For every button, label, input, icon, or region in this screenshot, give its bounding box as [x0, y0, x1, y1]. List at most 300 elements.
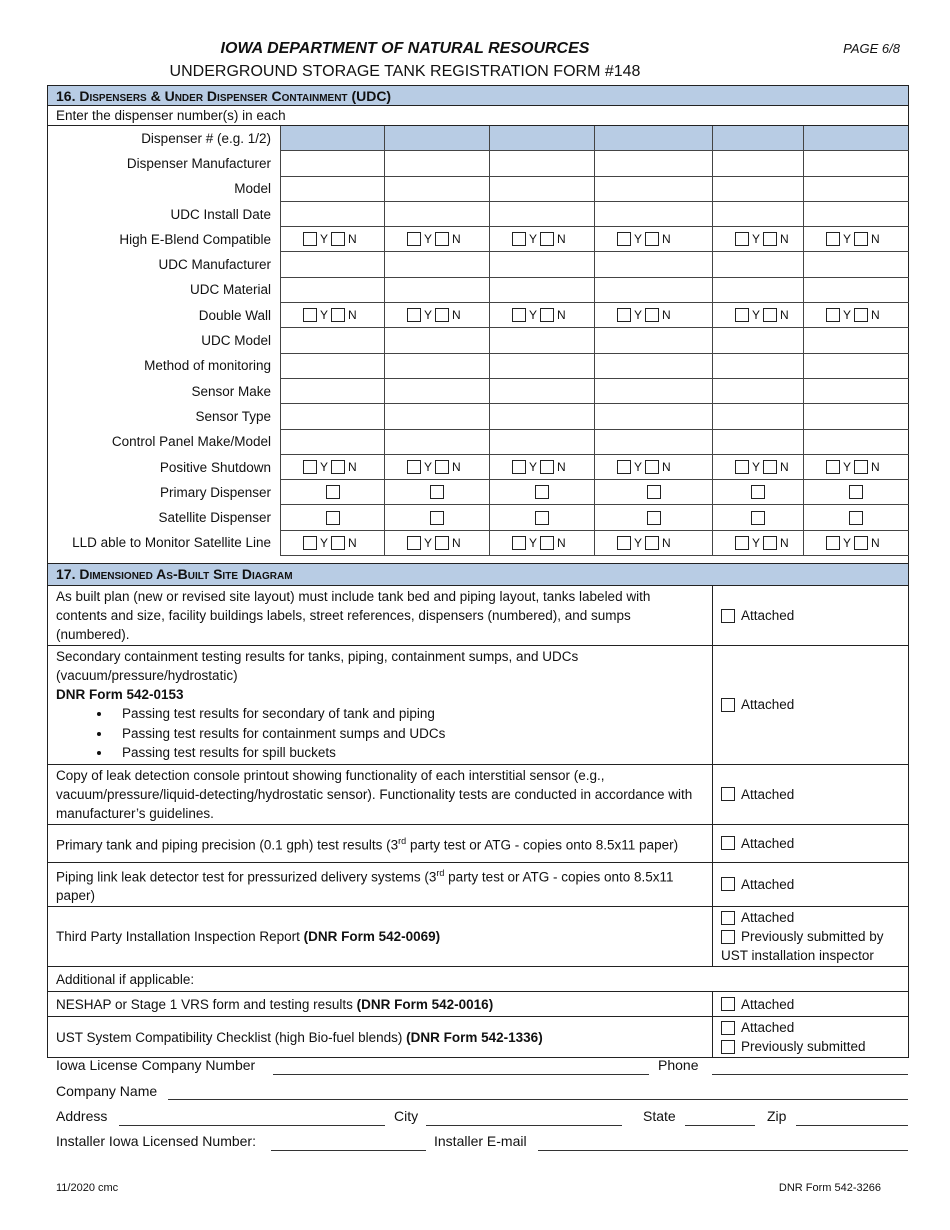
dispenser-1-cell: [281, 227, 385, 252]
additional-label: Additional if applicable:: [48, 967, 909, 992]
yes-no-choice: [490, 536, 594, 550]
dispenser-row: [48, 227, 909, 252]
yes-label: Y: [424, 535, 433, 550]
compatibility-attached-checkbox[interactable]: [721, 1021, 735, 1035]
dispenser-2-cell[interactable]: [385, 378, 490, 403]
checkbox-wrapper: [713, 511, 803, 525]
dispenser-checkbox[interactable]: [751, 485, 765, 499]
no-checkbox[interactable]: [645, 460, 659, 474]
no-checkbox[interactable]: [540, 460, 554, 474]
dispenser-2-cell: [385, 303, 490, 328]
secondary-containment-form: DNR Form 542-0153: [56, 687, 184, 702]
yes-checkbox[interactable]: [303, 460, 317, 474]
dispenser-3-cell[interactable]: [490, 176, 595, 201]
dispenser-3-cell[interactable]: [490, 201, 595, 226]
yes-label: Y: [424, 460, 433, 474]
yes-checkbox[interactable]: [303, 308, 317, 322]
no-checkbox[interactable]: [435, 232, 449, 246]
checkbox-wrapper: [804, 485, 908, 499]
checkbox-wrapper: [490, 511, 594, 525]
no-label: N: [452, 460, 461, 474]
dispenser-6-cell[interactable]: [804, 429, 909, 454]
no-label: N: [452, 535, 461, 550]
installer-license-input[interactable]: [271, 1150, 426, 1151]
no-label: N: [780, 232, 789, 247]
section-16-instruction: Enter the dispenser number(s) in each: [48, 106, 909, 126]
no-label: N: [452, 232, 461, 247]
dispenser-2-cell[interactable]: [385, 176, 490, 201]
license-company-input[interactable]: [273, 1074, 649, 1075]
dispenser-2-cell[interactable]: [385, 201, 490, 226]
yes-no-choice: [595, 308, 712, 322]
dispenser-6-cell[interactable]: [804, 404, 909, 429]
dispenser-6-cell: [804, 480, 909, 505]
section-16-header: 16. Dispensers & Under Dispenser Containment (UDC): [48, 86, 909, 106]
no-label: N: [662, 535, 671, 550]
no-label: N: [557, 308, 566, 323]
dispenser-3-cell: [490, 505, 595, 530]
dispenser-2-cell[interactable]: [385, 126, 490, 151]
yes-checkbox[interactable]: [512, 308, 526, 322]
no-checkbox[interactable]: [331, 460, 345, 474]
compatibility-checklist-text: UST System Compatibility Checklist (high Bio-fuel blends) (DNR Form 542-1336): [48, 1017, 713, 1058]
yes-no-choice: [281, 308, 384, 322]
inspection-attached-checkbox[interactable]: [721, 911, 735, 925]
yes-label: Y: [424, 308, 433, 323]
attached-label: Attached: [741, 876, 795, 892]
site-diagram-table: [47, 563, 909, 1058]
dispenser-2-cell: [385, 505, 490, 530]
attached-label: Attached: [741, 608, 795, 623]
dispenser-2-cell[interactable]: [385, 277, 490, 302]
yes-label: Y: [634, 308, 643, 323]
checkbox-wrapper: [385, 511, 489, 525]
yes-checkbox[interactable]: [735, 232, 749, 246]
dispenser-6-cell: [804, 303, 909, 328]
yes-checkbox[interactable]: [617, 308, 631, 322]
zip-label: Zip: [767, 1108, 787, 1124]
address-label: Address: [56, 1108, 108, 1124]
no-checkbox[interactable]: [854, 460, 868, 474]
test-result-item: • Passing test results for secondary of tank and piping: [112, 704, 704, 724]
yes-no-choice: [804, 308, 908, 322]
attached-label: Attached: [741, 786, 795, 802]
inspection-previously-submitted-checkbox[interactable]: [721, 930, 735, 944]
dispenser-checkbox[interactable]: [430, 485, 444, 499]
dispenser-4-cell[interactable]: [595, 201, 713, 226]
yes-label: Y: [529, 308, 538, 323]
attached-label: Attached: [741, 697, 795, 713]
compatibility-previously-submitted-checkbox[interactable]: [721, 1040, 735, 1054]
section-17-header: 17. Dimensioned As-Built Site Diagram: [48, 564, 909, 586]
dispenser-row-label: LLD able to Monitor Satellite Line: [48, 530, 281, 555]
leak-detector-attached-checkbox[interactable]: [721, 877, 735, 891]
yes-label: Y: [529, 535, 538, 550]
yes-checkbox[interactable]: [735, 536, 749, 550]
dispenser-1-cell: [281, 303, 385, 328]
yes-checkbox[interactable]: [303, 536, 317, 550]
as-built-plan-text: As built plan (new or revised site layout) must include tank bed and piping layout, tanks labeled with contents and size, facility buildings labels, street references, dispensers (numbered), and sumps (numbered).: [48, 586, 713, 646]
yes-checkbox[interactable]: [735, 460, 749, 474]
checkbox-wrapper: [490, 485, 594, 499]
leak-detector-test-text: Piping link leak detector test for pressurized delivery systems (3rd party test or ATG - copies onto 8.5x11 paper): [48, 862, 713, 907]
dispenser-1-cell: [281, 505, 385, 530]
no-checkbox[interactable]: [435, 460, 449, 474]
city-label: City: [394, 1108, 419, 1124]
dispenser-row-label: High E-Blend Compatible: [48, 227, 281, 252]
dispenser-4-cell[interactable]: [595, 378, 713, 403]
checkbox-wrapper: [713, 485, 803, 499]
dispenser-6-cell[interactable]: [804, 378, 909, 403]
yes-checkbox[interactable]: [617, 536, 631, 550]
dispenser-checkbox[interactable]: [535, 485, 549, 499]
neshap-text: NESHAP or Stage 1 VRS form and testing results (DNR Form 542-0016): [48, 992, 713, 1017]
yes-checkbox[interactable]: [512, 232, 526, 246]
dispenser-row: [48, 505, 909, 530]
leak-detection-attached-checkbox[interactable]: [721, 787, 735, 801]
yes-label: Y: [752, 535, 761, 550]
address-input[interactable]: [119, 1125, 385, 1126]
no-checkbox[interactable]: [645, 536, 659, 550]
state-input[interactable]: [685, 1125, 755, 1126]
dispenser-2-cell[interactable]: [385, 353, 490, 378]
dispenser-2-cell: [385, 530, 490, 555]
no-label: N: [452, 308, 461, 323]
dispenser-row-label: Sensor Type: [48, 404, 281, 429]
dispenser-1-cell[interactable]: [281, 126, 385, 151]
no-checkbox[interactable]: [540, 536, 554, 550]
secondary-containment-text: [48, 646, 713, 765]
yes-checkbox[interactable]: [826, 536, 840, 550]
dispenser-row: [48, 353, 909, 378]
yes-checkbox[interactable]: [735, 308, 749, 322]
yes-checkbox[interactable]: [407, 536, 421, 550]
dispenser-5-cell[interactable]: [713, 151, 804, 176]
dispenser-row-label: Primary Dispenser: [48, 480, 281, 505]
test-result-item: • Passing test results for spill buckets: [112, 743, 704, 763]
dispenser-6-cell[interactable]: [804, 126, 909, 151]
leak-detection-text: Copy of leak detection console printout showing functionality of each interstitial sensor (e.g., vacuum/pressure/liquid-detecting/hydrostatic sensor). Functionality tests are conducted in accordance with manufacturer’s guidelines.: [48, 764, 713, 824]
dispenser-3-cell[interactable]: [490, 151, 595, 176]
yes-label: Y: [752, 308, 761, 323]
dispenser-row: [48, 201, 909, 226]
yes-label: Y: [843, 535, 852, 550]
dispenser-2-cell[interactable]: [385, 429, 490, 454]
yes-no-choice: [804, 460, 908, 474]
dispenser-3-cell: [490, 303, 595, 328]
dispenser-row: [48, 454, 909, 479]
installer-email-input[interactable]: [538, 1150, 908, 1151]
attached-label: Attached: [741, 996, 795, 1012]
dispenser-3-cell[interactable]: [490, 252, 595, 277]
phone-input[interactable]: [712, 1074, 908, 1075]
dispenser-row-label: Double Wall: [48, 303, 281, 328]
yes-label: Y: [529, 232, 538, 247]
yes-label: Y: [424, 232, 433, 247]
phone-label: Phone: [658, 1057, 699, 1073]
dispenser-3-cell[interactable]: [490, 353, 595, 378]
dispenser-2-cell[interactable]: [385, 151, 490, 176]
dispenser-4-cell[interactable]: [595, 277, 713, 302]
yes-no-choice: [385, 460, 489, 474]
no-checkbox[interactable]: [854, 536, 868, 550]
yes-no-choice: [385, 536, 489, 550]
previously-submitted-label: Previously submitted: [741, 1039, 866, 1054]
dispenser-checkbox[interactable]: [535, 511, 549, 525]
dispenser-6-cell[interactable]: [804, 353, 909, 378]
no-label: N: [348, 460, 357, 474]
dispenser-5-cell[interactable]: [713, 404, 804, 429]
dispenser-5-cell[interactable]: [713, 277, 804, 302]
dispenser-4-cell[interactable]: [595, 151, 713, 176]
no-checkbox[interactable]: [645, 308, 659, 322]
checkbox-wrapper: [281, 511, 384, 525]
secondary-containment-attached-checkbox[interactable]: [721, 698, 735, 712]
checkbox-wrapper: [595, 511, 712, 525]
yes-label: Y: [634, 460, 643, 474]
no-checkbox[interactable]: [331, 536, 345, 550]
dispenser-6-cell[interactable]: [804, 151, 909, 176]
no-checkbox[interactable]: [331, 308, 345, 322]
yes-checkbox[interactable]: [303, 232, 317, 246]
test-results-list: [56, 704, 704, 763]
dispenser-row: [48, 277, 909, 302]
dispenser-4-cell: [595, 505, 713, 530]
dispenser-3-cell[interactable]: [490, 277, 595, 302]
yes-label: Y: [320, 308, 329, 323]
dispenser-3-cell: [490, 530, 595, 555]
yes-checkbox[interactable]: [826, 232, 840, 246]
dispenser-6-cell[interactable]: [804, 328, 909, 353]
precision-test-attached-checkbox[interactable]: [721, 836, 735, 850]
dispenser-1-cell[interactable]: [281, 201, 385, 226]
dispenser-5-cell[interactable]: [713, 328, 804, 353]
dispenser-row-label: Control Panel Make/Model: [48, 429, 281, 454]
dispenser-row-label: Dispenser Manufacturer: [48, 151, 281, 176]
dispenser-1-cell[interactable]: [281, 252, 385, 277]
dispenser-checkbox[interactable]: [647, 485, 661, 499]
dispenser-1-cell[interactable]: [281, 151, 385, 176]
dispenser-checkbox[interactable]: [430, 511, 444, 525]
dispenser-3-cell[interactable]: [490, 328, 595, 353]
no-label: N: [871, 460, 880, 474]
no-checkbox[interactable]: [854, 232, 868, 246]
yes-checkbox[interactable]: [407, 232, 421, 246]
no-label: N: [871, 232, 880, 247]
dispensers-table: [47, 85, 909, 564]
yes-no-choice: [385, 232, 489, 246]
dispenser-4-cell: [595, 303, 713, 328]
dispenser-row: [48, 126, 909, 151]
dispenser-checkbox[interactable]: [751, 511, 765, 525]
secondary-containment-desc: Secondary containment testing results for tanks, piping, containment sumps, and UDCs (vacuum/pressure/hydrostatic): [56, 649, 579, 683]
no-checkbox[interactable]: [645, 232, 659, 246]
dispenser-3-cell[interactable]: [490, 429, 595, 454]
dispenser-row: [48, 151, 909, 176]
dispenser-5-cell[interactable]: [713, 378, 804, 403]
no-checkbox[interactable]: [331, 232, 345, 246]
yes-checkbox[interactable]: [407, 308, 421, 322]
dispenser-row: [48, 530, 909, 555]
no-checkbox[interactable]: [540, 308, 554, 322]
dispenser-row-label: UDC Install Date: [48, 201, 281, 226]
inspection-report-text: Third Party Installation Inspection Report (DNR Form 542-0069): [48, 907, 713, 967]
footer-form-number: DNR Form 542-3266: [778, 1182, 881, 1194]
yes-no-choice: [385, 308, 489, 322]
dispenser-3-cell[interactable]: [490, 126, 595, 151]
dispenser-5-cell: [713, 530, 804, 555]
dispenser-3-cell: [490, 480, 595, 505]
checkbox-wrapper: [595, 485, 712, 499]
dispenser-checkbox[interactable]: [326, 485, 340, 499]
dispenser-5-cell[interactable]: [713, 429, 804, 454]
no-checkbox[interactable]: [540, 232, 554, 246]
no-label: N: [557, 232, 566, 247]
dispenser-1-cell[interactable]: [281, 404, 385, 429]
dispenser-5-cell: [713, 303, 804, 328]
form-subtitle: UNDERGROUND STORAGE TANK REGISTRATION FORM #148: [169, 63, 641, 80]
previously-submitted-label: Previously submitted by: [741, 929, 884, 944]
dispenser-1-cell[interactable]: [281, 328, 385, 353]
dispenser-row-label: Dispenser # (e.g. 1/2): [48, 126, 281, 151]
dispenser-checkbox[interactable]: [849, 485, 863, 499]
dispenser-4-cell: [595, 480, 713, 505]
as-built-attached-checkbox[interactable]: [721, 609, 735, 623]
dispenser-4-cell[interactable]: [595, 328, 713, 353]
yes-no-choice: [490, 308, 594, 322]
yes-label: Y: [843, 460, 852, 474]
yes-checkbox[interactable]: [617, 232, 631, 246]
no-checkbox[interactable]: [435, 308, 449, 322]
dispenser-5-cell: [713, 454, 804, 479]
no-label: N: [557, 460, 566, 474]
dispenser-1-cell[interactable]: [281, 429, 385, 454]
yes-no-choice: [713, 536, 803, 550]
dispenser-row: [48, 429, 909, 454]
dispenser-4-cell[interactable]: [595, 176, 713, 201]
dispenser-5-cell: [713, 480, 804, 505]
dispenser-5-cell[interactable]: [713, 201, 804, 226]
checkbox-wrapper: [804, 511, 908, 525]
test-result-item: • Passing test results for containment sumps and UDCs: [112, 724, 704, 744]
dispenser-1-cell[interactable]: [281, 353, 385, 378]
zip-input[interactable]: [796, 1125, 908, 1126]
dispenser-2-cell[interactable]: [385, 404, 490, 429]
dispenser-row-label: Sensor Make: [48, 378, 281, 403]
no-checkbox[interactable]: [763, 232, 777, 246]
yes-checkbox[interactable]: [826, 308, 840, 322]
yes-label: Y: [634, 232, 643, 247]
dispenser-row: [48, 328, 909, 353]
dispenser-3-cell: [490, 454, 595, 479]
dispenser-1-cell[interactable]: [281, 378, 385, 403]
no-checkbox[interactable]: [763, 536, 777, 550]
state-label: State: [643, 1108, 676, 1124]
dispenser-4-cell[interactable]: [595, 353, 713, 378]
no-label: N: [348, 535, 357, 550]
neshap-attached-checkbox[interactable]: [721, 997, 735, 1011]
attached-label: Attached: [741, 1020, 795, 1035]
dispenser-6-cell[interactable]: [804, 252, 909, 277]
dispenser-checkbox[interactable]: [647, 511, 661, 525]
no-label: N: [780, 460, 789, 474]
dispenser-1-cell: [281, 454, 385, 479]
dispenser-5-cell[interactable]: [713, 126, 804, 151]
dispenser-5-cell[interactable]: [713, 353, 804, 378]
precision-test-text: Primary tank and piping precision (0.1 gph) test results (3rd party test or ATG - copies onto 8.5x11 paper): [48, 824, 713, 862]
dispenser-6-cell[interactable]: [804, 277, 909, 302]
company-name-input[interactable]: [168, 1099, 908, 1100]
form-title: IOWA DEPARTMENT OF NATURAL RESOURCES: [220, 40, 590, 57]
dispenser-3-cell[interactable]: [490, 404, 595, 429]
dispenser-checkbox[interactable]: [326, 511, 340, 525]
footer-date: 11/2020 cmc: [56, 1182, 119, 1194]
dispenser-6-cell[interactable]: [804, 201, 909, 226]
no-label: N: [871, 308, 880, 323]
yes-no-choice: [281, 460, 384, 474]
yes-label: Y: [843, 308, 852, 323]
dispenser-4-cell[interactable]: [595, 126, 713, 151]
dispenser-checkbox[interactable]: [849, 511, 863, 525]
dispenser-3-cell[interactable]: [490, 378, 595, 403]
dispenser-1-cell[interactable]: [281, 277, 385, 302]
dispenser-2-cell: [385, 227, 490, 252]
dispenser-6-cell: [804, 227, 909, 252]
checkbox-wrapper: [385, 485, 489, 499]
dispenser-2-cell[interactable]: [385, 328, 490, 353]
dispenser-4-cell[interactable]: [595, 429, 713, 454]
attached-label: Attached: [741, 835, 795, 851]
dispenser-row: [48, 303, 909, 328]
city-input[interactable]: [426, 1125, 622, 1126]
yes-no-choice: [595, 536, 712, 550]
installer-email-label: Installer E-mail: [434, 1133, 527, 1149]
yes-checkbox[interactable]: [407, 460, 421, 474]
dispenser-5-cell[interactable]: [713, 176, 804, 201]
no-label: N: [662, 232, 671, 247]
dispenser-5-cell: [713, 505, 804, 530]
no-label: N: [780, 308, 789, 323]
no-label: N: [662, 460, 671, 474]
dispenser-4-cell[interactable]: [595, 404, 713, 429]
yes-label: Y: [320, 535, 329, 550]
yes-label: Y: [634, 535, 643, 550]
company-name-label: Company Name: [56, 1083, 158, 1099]
dispenser-row-label: Satellite Dispenser: [48, 505, 281, 530]
dispenser-1-cell[interactable]: [281, 176, 385, 201]
no-checkbox[interactable]: [763, 308, 777, 322]
yes-checkbox[interactable]: [826, 460, 840, 474]
dispenser-2-cell[interactable]: [385, 252, 490, 277]
yes-checkbox[interactable]: [512, 536, 526, 550]
no-label: N: [780, 535, 789, 550]
yes-label: Y: [320, 460, 329, 474]
yes-label: Y: [843, 232, 852, 247]
yes-checkbox[interactable]: [512, 460, 526, 474]
yes-no-choice: [804, 536, 908, 550]
no-checkbox[interactable]: [435, 536, 449, 550]
dispenser-5-cell[interactable]: [713, 252, 804, 277]
no-checkbox[interactable]: [763, 460, 777, 474]
dispenser-4-cell[interactable]: [595, 252, 713, 277]
yes-checkbox[interactable]: [617, 460, 631, 474]
no-checkbox[interactable]: [854, 308, 868, 322]
yes-no-choice: [595, 460, 712, 474]
dispenser-5-cell: [713, 227, 804, 252]
no-label: N: [662, 308, 671, 323]
dispenser-6-cell[interactable]: [804, 176, 909, 201]
checkbox-wrapper: [281, 485, 384, 499]
